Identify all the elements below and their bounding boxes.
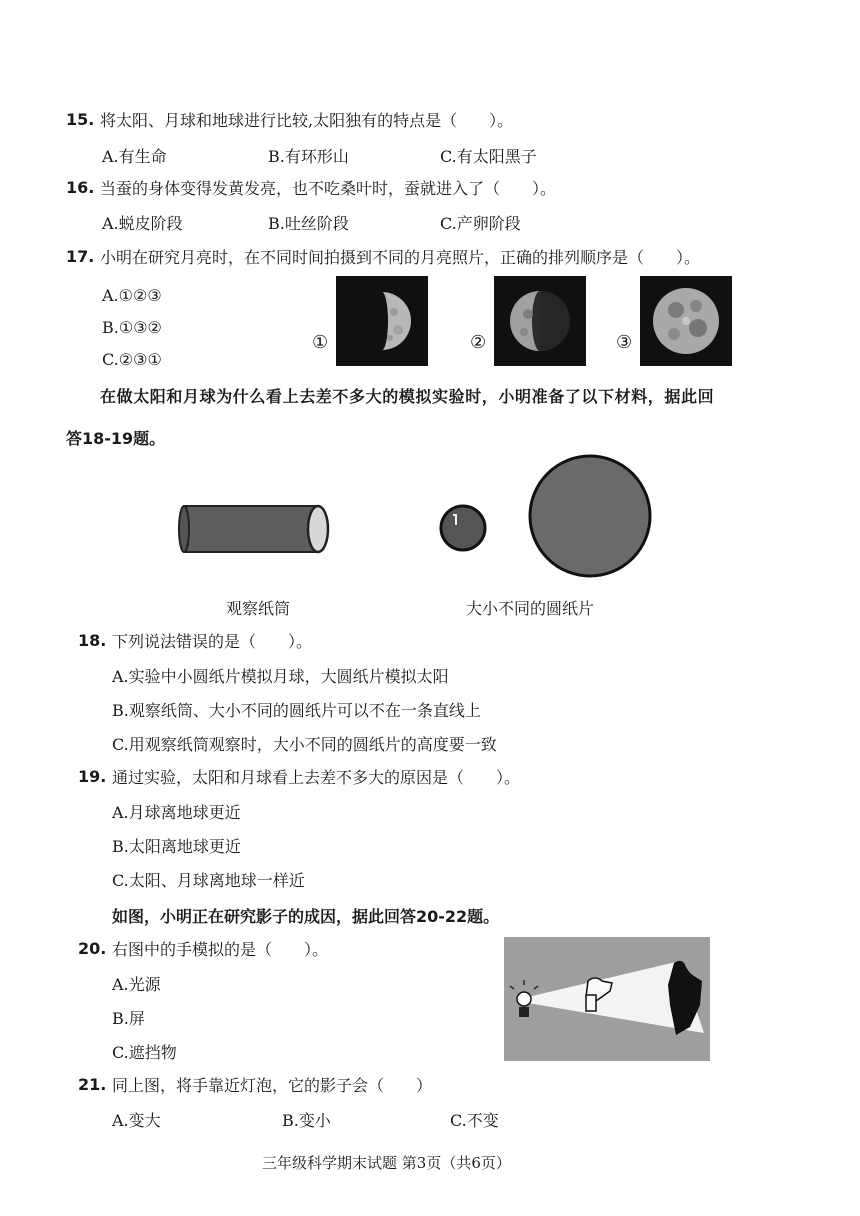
question-17-option-c: C.②③① xyxy=(102,350,162,369)
question-20-option-b: B.屏 xyxy=(112,1009,145,1028)
question-18-text: 下列说法错误的是（ ）。 xyxy=(112,632,313,651)
question-21-number: 21. xyxy=(78,1075,107,1094)
question-17-number: 17. xyxy=(66,247,95,266)
photo-1-label: ① xyxy=(312,332,329,353)
question-15-option-b: B.有环形山 xyxy=(268,147,349,166)
question-17-text: 小明在研究月亮时，在不同时间拍摄到不同的月亮照片，正确的排列顺序是（ ）。 xyxy=(100,248,701,267)
moon-photo-1 xyxy=(336,276,428,366)
question-21-text: 同上图，将手靠近灯泡，它的影子会（ ） xyxy=(112,1076,433,1095)
question-18-number: 18. xyxy=(78,631,107,650)
question-18-option-a: A.实验中小圆纸片模拟月球，大圆纸片模拟太阳 xyxy=(112,667,449,686)
question-18-option-b: B.观察纸筒、大小不同的圆纸片可以不在一条直线上 xyxy=(112,701,481,720)
moon-photo-3 xyxy=(640,276,732,366)
paper-tube-image xyxy=(178,500,334,558)
question-15-option-a: A.有生命 xyxy=(102,147,167,166)
question-17-option-b: B.①③② xyxy=(102,318,162,337)
question-19-option-b: B.太阳离地球更近 xyxy=(112,837,241,856)
question-21-option-c: C.不变 xyxy=(450,1111,499,1130)
question-19-number: 19. xyxy=(78,767,107,786)
question-20-text: 右图中的手模拟的是（ ）。 xyxy=(112,940,329,959)
question-15-text: 将太阳、月球和地球进行比较,太阳独有的特点是（ ）。 xyxy=(100,111,514,130)
question-21-option-a: A.变大 xyxy=(112,1111,161,1130)
discs-label: 大小不同的圆纸片 xyxy=(466,599,595,618)
photo-2-label: ② xyxy=(470,332,487,353)
question-20-number: 20. xyxy=(78,939,107,958)
question-16-option-b: B.吐丝阶段 xyxy=(268,214,349,233)
question-21-option-b: B.变小 xyxy=(282,1111,331,1130)
moon-photo-2 xyxy=(494,276,586,366)
intro-18-19-line2: 答18-19题。 xyxy=(66,429,166,448)
question-15-option-c: C.有太阳黑子 xyxy=(440,147,537,166)
question-15-number: 15. xyxy=(66,110,95,129)
question-16-option-c: C.产卵阶段 xyxy=(440,214,521,233)
tube-label: 观察纸筒 xyxy=(226,599,291,618)
page-footer: 三年级科学期末试题 第3页（共6页） xyxy=(262,1154,511,1172)
question-20-option-a: A.光源 xyxy=(112,975,161,994)
question-16-text: 当蚕的身体变得发黄发亮，也不吃桑叶时，蚕就进入了（ ）。 xyxy=(100,179,557,198)
question-17-option-a: A.①②③ xyxy=(102,286,162,305)
question-16-option-a: A.蜕皮阶段 xyxy=(102,214,183,233)
question-19-option-c: C.太阳、月球离地球一样近 xyxy=(112,871,305,890)
question-19-text: 通过实验，太阳和月球看上去差不多大的原因是（ ）。 xyxy=(112,768,521,787)
large-disc-image xyxy=(526,452,654,580)
small-disc-image xyxy=(438,503,488,553)
shadow-experiment-image xyxy=(504,937,710,1061)
intro-18-19-line1: 在做太阳和月球为什么看上去差不多大的模拟实验时，小明准备了以下材料，据此回 xyxy=(100,387,715,406)
intro-20-22: 如图，小明正在研究影子的成因，据此回答20-22题。 xyxy=(112,907,500,926)
question-20-option-c: C.遮挡物 xyxy=(112,1043,177,1062)
photo-3-label: ③ xyxy=(616,332,633,353)
question-19-option-a: A.月球离地球更近 xyxy=(112,803,241,822)
question-16-number: 16. xyxy=(66,178,95,197)
question-18-option-c: C.用观察纸筒观察时，大小不同的圆纸片的高度要一致 xyxy=(112,735,497,754)
